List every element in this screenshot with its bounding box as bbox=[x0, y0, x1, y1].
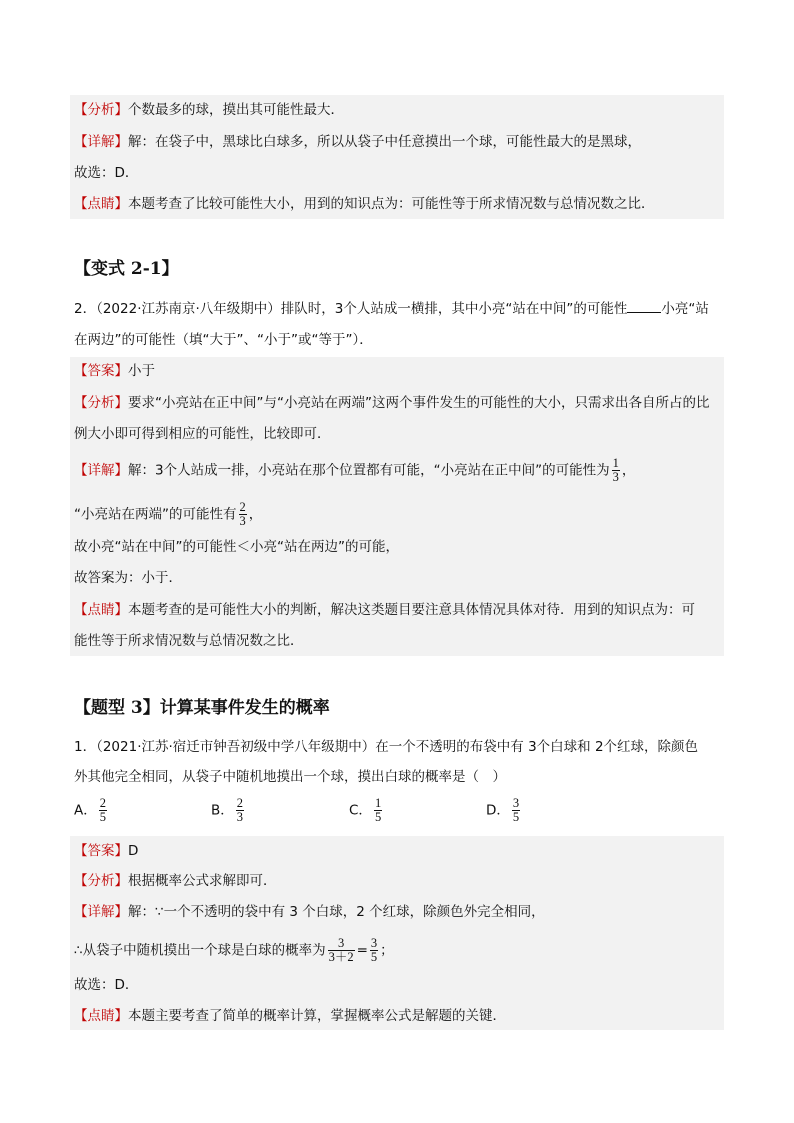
option-a[interactable]: A． $\frac{2}{5}$ bbox=[74, 796, 106, 824]
variant-heading: 【变式 2-1】 bbox=[74, 259, 179, 279]
detail-line-1 bbox=[74, 902, 545, 922]
detail-line-3: 故小亮“站在中间”的可能性＜小亮“站在两边”的可能， bbox=[74, 539, 399, 555]
comment-text: 本题主要考查了简单的概率计算，掌握概率公式是解题的关键． bbox=[128, 1008, 506, 1024]
answer-blank bbox=[627, 298, 661, 313]
analysis-tag: 【分析】 bbox=[74, 873, 128, 889]
detail-text-2: “小亮站在两端”的可能性有 bbox=[74, 506, 237, 523]
choose-line: 故选：D． bbox=[74, 977, 139, 993]
comment-tag: 【点睛】 bbox=[74, 602, 128, 618]
analysis-text: 个数最多的球，摸出其可能性最大． bbox=[128, 102, 344, 118]
option-c[interactable]: C． $\frac{1}{5}$ bbox=[349, 796, 382, 824]
analysis-tag: 【分析】 bbox=[74, 102, 128, 118]
comment-line-1 bbox=[74, 600, 695, 620]
answer-text: 小于 bbox=[128, 363, 155, 379]
comment-text: 本题考查了比较可能性大小，用到的知识点为：可能性等于所求情况数与总情况数之比． bbox=[128, 196, 655, 212]
fraction: $\frac{3}{3+2}$ bbox=[328, 936, 354, 964]
analysis-line bbox=[74, 100, 344, 120]
detail-text: 解：在袋子中，黑球比白球多，所以从袋子中任意摸出一个球，可能性最大的是黑球， bbox=[128, 134, 641, 150]
answer-line bbox=[74, 841, 138, 861]
detail-text-2: ∴从袋子中随机摸出一个球是白球的概率为 bbox=[74, 942, 326, 959]
comment-text-1: 本题考查的是可能性大小的判断，解决这类题目要注意具体情况具体对待．用到的知识点为：可 bbox=[128, 602, 695, 618]
answer-tag: 【答案】 bbox=[74, 363, 128, 379]
analysis-text: 根据概率公式求解即可． bbox=[128, 873, 277, 889]
fraction: $\frac{2}{3}$ bbox=[239, 500, 246, 528]
detail-line-1: 【详解】解：3个人站成一排，小亮站在那个位置都有可能，“小亮站在正中间”的可能性为 $\frac{1}{3}$ ， bbox=[74, 456, 636, 484]
detail-tag: 【详解】 bbox=[74, 134, 128, 150]
comment-line bbox=[74, 194, 655, 214]
analysis-line-2: 例大小即可得到相应的可能性，比较即可． bbox=[74, 426, 331, 442]
question-1-line-1: 1．（2021·江苏·宿迁市钟吾初级中学八年级期中）在一个不透明的布袋中有 3个白球和 2个红球，除颜色 bbox=[74, 739, 699, 755]
detail-tag: 【详解】 bbox=[74, 462, 128, 479]
comment-tag: 【点睛】 bbox=[74, 196, 128, 212]
fraction: $\frac{1}{3}$ bbox=[612, 456, 619, 484]
detail-line-2: “小亮站在两端”的可能性有 $\frac{2}{3}$ ， bbox=[74, 500, 263, 528]
option-b[interactable]: B． $\frac{2}{3}$ bbox=[211, 796, 244, 824]
solution-block-3 bbox=[70, 836, 724, 1030]
detail-line-2: ∴从袋子中随机摸出一个球是白球的概率为 $\frac{3}{3+2}$ = $\frac{3}{5}$ ； bbox=[74, 936, 394, 964]
comment-tag: 【点睛】 bbox=[74, 1008, 128, 1024]
answer-tag: 【答案】 bbox=[74, 843, 128, 859]
question-2-line-1 bbox=[74, 298, 709, 319]
analysis-line-1 bbox=[74, 393, 709, 413]
choose-line: 故选：D． bbox=[74, 165, 139, 181]
question-2-line-2: 在两边”的可能性（填“大于”、“小于”或“等于”）． bbox=[74, 332, 373, 348]
type3-heading: 【题型 3】计算某事件发生的概率 bbox=[74, 698, 330, 718]
answer-line bbox=[74, 361, 155, 381]
detail-text-1: 解：∵一个不透明的袋中有 3 个白球，2 个红球，除颜色外完全相同， bbox=[128, 904, 545, 920]
question-2-text-a: 2．（2022·江苏南京·八年级期中）排队时，3个人站成一横排，其中小亮“站在中间”的可能性 bbox=[74, 301, 628, 317]
detail-tag: 【详解】 bbox=[74, 904, 128, 920]
question-2-text-b: 小亮“站 bbox=[661, 301, 709, 317]
comment-line-2: 能性等于所求情况数与总情况数之比． bbox=[74, 633, 304, 649]
analysis-text-1: 要求“小亮站在正中间”与“小亮站在两端”这两个事件发生的可能性的大小，只需求出各自所占的比 bbox=[128, 395, 710, 411]
comment-line bbox=[74, 1006, 506, 1026]
analysis-tag: 【分析】 bbox=[74, 395, 128, 411]
option-d[interactable]: D． $\frac{3}{5}$ bbox=[486, 796, 520, 824]
detail-line-4: 故答案为：小于． bbox=[74, 570, 182, 586]
detail-line bbox=[74, 132, 641, 152]
fraction: $\frac{3}{5}$ bbox=[370, 936, 378, 964]
detail-text-1: 解：3个人站成一排，小亮站在那个位置都有可能，“小亮站在正中间”的可能性为 bbox=[128, 462, 610, 479]
question-1-line-2: 外其他完全相同，从袋子中随机地摸出一个球，摸出白球的概率是（ ） bbox=[74, 769, 506, 785]
analysis-line bbox=[74, 871, 277, 891]
answer-text: D bbox=[128, 843, 139, 859]
